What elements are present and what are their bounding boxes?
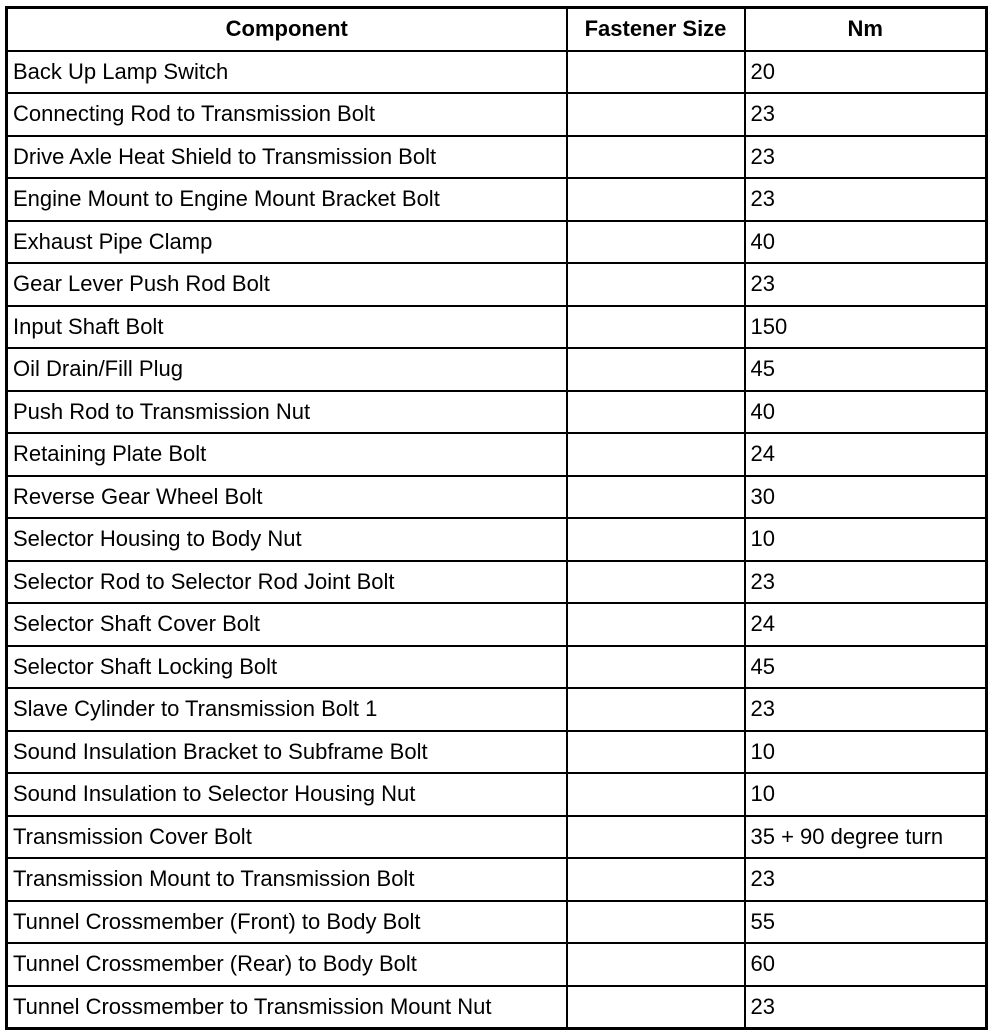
table-row [7, 603, 987, 646]
nm-cell: 23 [745, 858, 987, 901]
column-header-component: Component [7, 8, 567, 51]
table-row [7, 348, 987, 391]
nm-cell: 23 [745, 136, 987, 179]
fastener-size-cell [567, 136, 745, 179]
fastener-size-cell [567, 476, 745, 519]
table-row [7, 263, 987, 306]
table-row [7, 561, 987, 604]
fastener-size-cell [567, 646, 745, 689]
fastener-size-cell [567, 51, 745, 94]
table-row [7, 51, 987, 94]
component-cell: Back Up Lamp Switch [7, 51, 567, 94]
component-cell: Selector Rod to Selector Rod Joint Bolt [7, 561, 567, 604]
nm-cell: 20 [745, 51, 987, 94]
nm-cell: 23 [745, 986, 987, 1029]
component-cell: Reverse Gear Wheel Bolt [7, 476, 567, 519]
fastener-size-cell [567, 858, 745, 901]
fastener-size-cell [567, 816, 745, 859]
table-row [7, 136, 987, 179]
table-row [7, 773, 987, 816]
nm-cell: 30 [745, 476, 987, 519]
component-cell: Engine Mount to Engine Mount Bracket Bolt [7, 178, 567, 221]
fastener-size-cell [567, 433, 745, 476]
fastener-size-cell [567, 348, 745, 391]
component-cell: Tunnel Crossmember (Rear) to Body Bolt [7, 943, 567, 986]
table-row [7, 433, 987, 476]
component-cell: Push Rod to Transmission Nut [7, 391, 567, 434]
nm-cell: 45 [745, 646, 987, 689]
table-row [7, 901, 987, 944]
table-row [7, 476, 987, 519]
fastener-size-cell [567, 561, 745, 604]
table-row [7, 943, 987, 986]
fastener-size-cell [567, 93, 745, 136]
component-cell: Selector Shaft Locking Bolt [7, 646, 567, 689]
nm-cell: 23 [745, 263, 987, 306]
nm-cell: 55 [745, 901, 987, 944]
nm-cell: 23 [745, 93, 987, 136]
component-cell: Transmission Cover Bolt [7, 816, 567, 859]
table-row [7, 221, 987, 264]
fastener-size-cell [567, 943, 745, 986]
component-cell: Input Shaft Bolt [7, 306, 567, 349]
table-row [7, 178, 987, 221]
table-row [7, 986, 987, 1029]
table-row [7, 731, 987, 774]
nm-cell: 10 [745, 518, 987, 561]
table-row [7, 688, 987, 731]
nm-cell: 23 [745, 561, 987, 604]
component-cell: Selector Housing to Body Nut [7, 518, 567, 561]
component-cell: Gear Lever Push Rod Bolt [7, 263, 567, 306]
header-row [7, 8, 987, 51]
fastener-size-cell [567, 518, 745, 561]
component-cell: Tunnel Crossmember to Transmission Mount Nut [7, 986, 567, 1029]
nm-cell: 23 [745, 178, 987, 221]
table-row [7, 93, 987, 136]
component-cell: Retaining Plate Bolt [7, 433, 567, 476]
component-cell: Selector Shaft Cover Bolt [7, 603, 567, 646]
fastener-size-cell [567, 688, 745, 731]
nm-cell: 10 [745, 731, 987, 774]
component-cell: Sound Insulation to Selector Housing Nut [7, 773, 567, 816]
fastener-size-cell [567, 603, 745, 646]
component-cell: Drive Axle Heat Shield to Transmission Bolt [7, 136, 567, 179]
fastener-size-cell [567, 391, 745, 434]
nm-cell: 40 [745, 221, 987, 264]
fastener-size-cell [567, 901, 745, 944]
component-cell: Sound Insulation Bracket to Subframe Bolt [7, 731, 567, 774]
fastener-size-cell [567, 986, 745, 1029]
table-row [7, 816, 987, 859]
fastener-size-cell [567, 731, 745, 774]
torque-spec-table [5, 6, 988, 1030]
nm-cell: 23 [745, 688, 987, 731]
nm-cell: 10 [745, 773, 987, 816]
fastener-size-cell [567, 178, 745, 221]
fastener-size-cell [567, 773, 745, 816]
nm-cell: 60 [745, 943, 987, 986]
fastener-size-cell [567, 221, 745, 264]
fastener-size-cell [567, 306, 745, 349]
fastener-size-cell [567, 263, 745, 306]
nm-cell: 150 [745, 306, 987, 349]
table-row [7, 518, 987, 561]
table-header [7, 8, 987, 51]
component-cell: Exhaust Pipe Clamp [7, 221, 567, 264]
component-cell: Connecting Rod to Transmission Bolt [7, 93, 567, 136]
component-cell: Transmission Mount to Transmission Bolt [7, 858, 567, 901]
component-cell: Tunnel Crossmember (Front) to Body Bolt [7, 901, 567, 944]
nm-cell: 24 [745, 603, 987, 646]
column-header-fastener-size: Fastener Size [567, 8, 745, 51]
table-body [7, 51, 987, 1029]
table-row [7, 646, 987, 689]
nm-cell: 45 [745, 348, 987, 391]
table-row [7, 858, 987, 901]
component-cell: Oil Drain/Fill Plug [7, 348, 567, 391]
component-cell: Slave Cylinder to Transmission Bolt 1 [7, 688, 567, 731]
column-header-nm: Nm [745, 8, 987, 51]
table-row [7, 391, 987, 434]
nm-cell: 40 [745, 391, 987, 434]
nm-cell: 35 + 90 degree turn [745, 816, 987, 859]
nm-cell: 24 [745, 433, 987, 476]
table-row [7, 306, 987, 349]
